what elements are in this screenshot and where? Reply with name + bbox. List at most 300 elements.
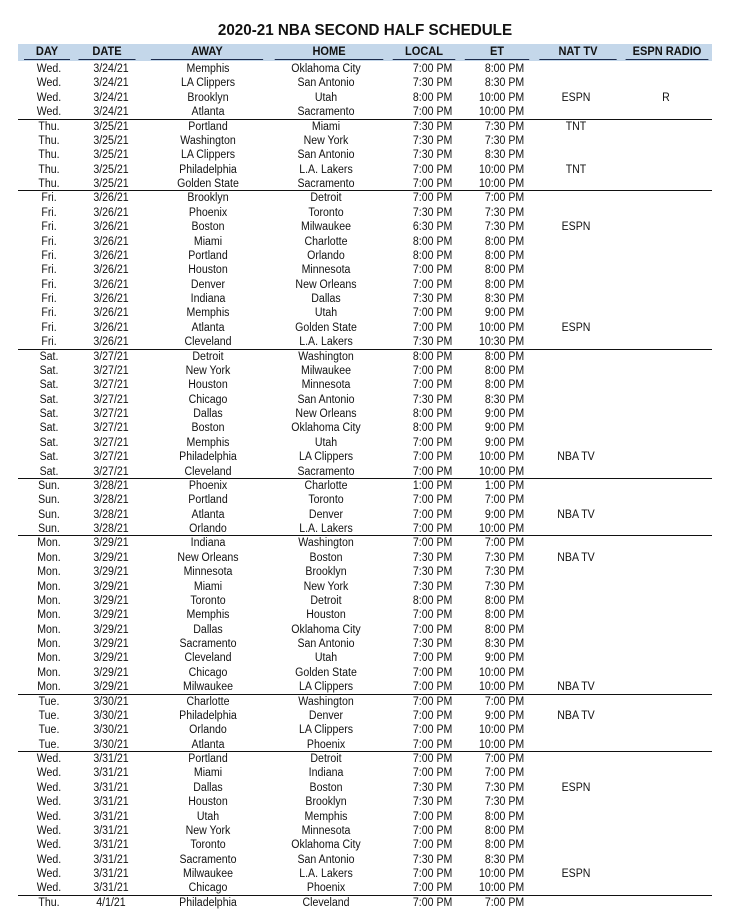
et-time-cell: 1:00 PM [484, 479, 525, 492]
day-cell: Mon. [37, 652, 61, 665]
table-row [18, 407, 712, 421]
home-team-cell: L.A. Lakers [299, 523, 353, 535]
day-cell: Thu. [38, 120, 60, 133]
date-cell: 3/31/21 [93, 824, 129, 837]
et-time-cell: 8:00 PM [484, 379, 525, 392]
away-team-cell: Phoenix [188, 206, 228, 219]
et-time-cell: 8:30 PM [484, 853, 525, 866]
local-time-cell: 7:00 PM [412, 465, 453, 478]
away-team-cell: Sacramento [179, 638, 237, 650]
et-time-cell: 10:00 PM [478, 321, 525, 334]
day-cell: Wed. [36, 882, 62, 895]
day-cell: Wed. [36, 810, 62, 823]
date-cell: 3/25/21 [93, 149, 129, 162]
home-team-cell: New York [303, 580, 349, 593]
home-team-cell: Milwaukee [301, 364, 351, 377]
local-time-cell: 7:00 PM [412, 451, 453, 464]
home-team-cell: Denver [308, 709, 344, 722]
table-row [18, 306, 712, 320]
et-time-cell: 7:00 PM [484, 896, 525, 909]
date-cell: 3/29/21 [93, 623, 129, 636]
table-row [18, 522, 712, 536]
away-team-cell: Miami [193, 767, 223, 780]
table-row [18, 824, 712, 838]
et-time-cell: 8:30 PM [484, 393, 525, 406]
table-row [18, 278, 712, 292]
local-time-cell: 7:00 PM [412, 868, 453, 880]
table-row [18, 235, 712, 249]
et-time-cell: 10:00 PM [478, 451, 525, 464]
away-team-cell: Atlanta [191, 321, 225, 334]
date-cell: 3/29/21 [93, 537, 129, 550]
local-time-cell: 7:00 PM [412, 264, 453, 277]
date-cell: 3/28/21 [93, 479, 129, 492]
et-time-cell: 10:00 PM [478, 91, 525, 104]
nat-tv-cell: ESPN [561, 221, 591, 234]
local-time-cell: 7:00 PM [412, 839, 453, 852]
day-cell: Sun. [38, 479, 60, 492]
et-time-cell: 7:00 PM [484, 494, 525, 507]
table-row [18, 738, 712, 752]
home-team-cell: Utah [314, 307, 338, 320]
et-time-cell: 8:00 PM [484, 824, 525, 837]
nat-tv-cell: NBA TV [557, 551, 595, 564]
nat-tv-cell: NBA TV [557, 508, 595, 521]
local-time-cell: 8:00 PM [412, 594, 453, 607]
local-time-cell: 7:00 PM [412, 508, 453, 521]
home-team-cell: New Orleans [295, 278, 357, 291]
et-time-cell: 10:00 PM [478, 178, 525, 190]
et-time-cell: 10:00 PM [478, 724, 525, 737]
date-cell: 3/27/21 [93, 350, 129, 363]
home-team-cell: L.A. Lakers [299, 163, 353, 176]
local-time-cell: 8:00 PM [412, 408, 453, 420]
away-team-cell: Chicago [188, 882, 228, 895]
local-time-cell: 7:00 PM [412, 163, 453, 176]
local-time-cell: 7:30 PM [412, 293, 453, 305]
home-team-cell: Boston [309, 781, 343, 794]
et-time-cell: 7:30 PM [484, 134, 525, 147]
table-row [18, 565, 712, 579]
day-cell: Wed. [36, 824, 62, 837]
et-time-cell: 7:30 PM [484, 120, 525, 133]
table-row [18, 781, 712, 795]
home-team-cell: Charlotte [304, 235, 348, 248]
home-team-cell: Utah [314, 91, 338, 104]
home-team-cell: San Antonio [297, 853, 355, 866]
away-team-cell: Boston [191, 221, 225, 234]
away-team-cell: Toronto [190, 839, 226, 852]
date-cell: 3/28/21 [93, 508, 129, 521]
table-row [18, 350, 712, 364]
table-row [18, 867, 712, 881]
away-team-cell: Cleveland [184, 465, 232, 478]
header-day: DAY [24, 44, 70, 60]
away-team-cell: Orlando [189, 523, 227, 535]
day-cell: Wed. [36, 868, 62, 880]
et-time-cell: 8:00 PM [484, 364, 525, 377]
date-cell: 3/26/21 [93, 336, 129, 349]
away-team-cell: Cleveland [184, 336, 232, 349]
home-team-cell: Indiana [308, 767, 344, 780]
table-row [18, 321, 712, 335]
day-cell: Wed. [36, 106, 62, 119]
et-time-cell: 7:00 PM [484, 537, 525, 550]
date-cell: 3/31/21 [93, 853, 129, 866]
local-time-cell: 7:00 PM [412, 494, 453, 507]
away-team-cell: Miami [193, 235, 223, 248]
date-cell: 3/25/21 [93, 120, 129, 133]
day-cell: Thu. [38, 134, 60, 147]
table-row [18, 666, 712, 680]
away-team-cell: Philadelphia [179, 896, 237, 909]
table-row [18, 220, 712, 234]
day-cell: Mon. [37, 594, 61, 607]
date-cell: 3/30/21 [93, 695, 129, 708]
table-row [18, 881, 712, 895]
home-team-cell: Houston [306, 609, 346, 622]
date-cell: 3/26/21 [93, 221, 129, 234]
date-cell: 3/29/21 [93, 652, 129, 665]
local-time-cell: 7:00 PM [412, 623, 453, 636]
local-time-cell: 7:00 PM [412, 278, 453, 291]
local-time-cell: 7:00 PM [412, 824, 453, 837]
et-time-cell: 9:00 PM [484, 422, 525, 435]
away-team-cell: Milwaukee [183, 868, 233, 880]
home-team-cell: Denver [308, 508, 344, 521]
date-cell: 3/24/21 [93, 91, 129, 104]
et-time-cell: 8:00 PM [484, 594, 525, 607]
table-row [18, 177, 712, 191]
nat-tv-cell: TNT [565, 163, 587, 176]
away-team-cell: Atlanta [191, 106, 225, 119]
away-team-cell: Golden State [177, 178, 239, 190]
date-cell: 3/29/21 [93, 580, 129, 593]
local-time-cell: 7:00 PM [412, 896, 453, 909]
date-cell: 3/26/21 [93, 192, 129, 205]
date-cell: 4/1/21 [96, 896, 126, 909]
date-cell: 3/31/21 [93, 882, 129, 895]
date-cell: 3/25/21 [93, 163, 129, 176]
day-cell: Sat. [39, 379, 59, 392]
et-time-cell: 8:00 PM [484, 63, 525, 75]
table-row [18, 723, 712, 737]
nat-tv-cell: NBA TV [557, 681, 595, 694]
local-time-cell: 8:00 PM [412, 235, 453, 248]
date-cell: 3/26/21 [93, 293, 129, 305]
local-time-cell: 7:30 PM [412, 853, 453, 866]
away-team-cell: Chicago [188, 666, 228, 679]
home-team-cell: Minnesota [301, 824, 351, 837]
day-cell: Sat. [39, 350, 59, 363]
day-cell: Tue. [38, 738, 60, 751]
day-cell: Wed. [36, 853, 62, 866]
home-team-cell: Sacramento [297, 465, 355, 478]
local-time-cell: 7:00 PM [412, 321, 453, 334]
et-time-cell: 10:00 PM [478, 523, 525, 535]
away-team-cell: Dallas [193, 408, 223, 420]
away-team-cell: Portland [188, 249, 228, 262]
away-team-cell: Chicago [188, 393, 228, 406]
local-time-cell: 7:00 PM [412, 63, 453, 75]
et-time-cell: 7:30 PM [484, 781, 525, 794]
date-cell: 3/27/21 [93, 451, 129, 464]
table-row [18, 378, 712, 392]
et-time-cell: 7:00 PM [484, 767, 525, 780]
local-time-cell: 8:00 PM [412, 422, 453, 435]
table-row [18, 191, 712, 205]
et-time-cell: 8:00 PM [484, 264, 525, 277]
day-cell: Mon. [37, 609, 61, 622]
day-cell: Fri. [41, 249, 57, 262]
away-team-cell: Sacramento [179, 853, 237, 866]
day-cell: Mon. [37, 566, 61, 579]
home-team-cell: Brooklyn [305, 566, 347, 579]
et-time-cell: 7:30 PM [484, 551, 525, 564]
date-cell: 3/27/21 [93, 465, 129, 478]
et-time-cell: 10:00 PM [478, 163, 525, 176]
table-row [18, 623, 712, 637]
away-team-cell: Brooklyn [187, 91, 229, 104]
et-time-cell: 10:00 PM [478, 666, 525, 679]
local-time-cell: 7:00 PM [412, 106, 453, 119]
day-cell: Sat. [39, 451, 59, 464]
local-time-cell: 7:00 PM [412, 882, 453, 895]
et-time-cell: 10:00 PM [478, 738, 525, 751]
local-time-cell: 7:30 PM [412, 336, 453, 349]
date-cell: 3/30/21 [93, 724, 129, 737]
day-cell: Sun. [38, 523, 60, 535]
local-time-cell: 7:00 PM [412, 379, 453, 392]
local-time-cell: 7:30 PM [412, 551, 453, 564]
home-team-cell: Minnesota [301, 379, 351, 392]
day-cell: Thu. [38, 178, 60, 190]
table-row [18, 508, 712, 522]
header-espn-radio: ESPN RADIO [626, 44, 709, 60]
et-time-cell: 8:00 PM [484, 623, 525, 636]
date-cell: 3/31/21 [93, 810, 129, 823]
date-cell: 3/26/21 [93, 206, 129, 219]
table-row [18, 436, 712, 450]
table-row [18, 76, 712, 90]
table-header [18, 44, 712, 61]
et-time-cell: 8:00 PM [484, 839, 525, 852]
away-team-cell: Brooklyn [187, 192, 229, 205]
table-row [18, 810, 712, 824]
day-cell: Sat. [39, 364, 59, 377]
table-row [18, 62, 712, 76]
table-row [18, 479, 712, 493]
home-team-cell: San Antonio [297, 638, 355, 650]
day-cell: Sun. [38, 508, 60, 521]
day-cell: Fri. [41, 206, 57, 219]
nat-tv-cell: TNT [565, 120, 587, 133]
table-row [18, 637, 712, 651]
header-date: DATE [78, 44, 135, 60]
home-team-cell: New York [303, 134, 349, 147]
table-row [18, 465, 712, 479]
date-cell: 3/26/21 [93, 264, 129, 277]
local-time-cell: 7:30 PM [412, 566, 453, 579]
local-time-cell: 7:30 PM [412, 134, 453, 147]
local-time-cell: 7:30 PM [412, 796, 453, 809]
table-row [18, 335, 712, 349]
date-cell: 3/31/21 [93, 868, 129, 880]
espn-radio-cell: R [662, 91, 670, 104]
date-cell: 3/26/21 [93, 278, 129, 291]
away-team-cell: Memphis [186, 63, 230, 75]
home-team-cell: Orlando [307, 249, 345, 262]
table-row [18, 206, 712, 220]
header-home: HOME [275, 44, 384, 60]
away-team-cell: Orlando [189, 724, 227, 737]
date-cell: 3/28/21 [93, 494, 129, 507]
table-row [18, 263, 712, 277]
day-cell: Fri. [41, 307, 57, 320]
date-cell: 3/24/21 [93, 63, 129, 75]
home-team-cell: Memphis [304, 810, 348, 823]
date-cell: 3/29/21 [93, 594, 129, 607]
nat-tv-cell: ESPN [561, 91, 591, 104]
day-cell: Thu. [38, 149, 60, 162]
local-time-cell: 7:00 PM [412, 753, 453, 765]
date-cell: 3/28/21 [93, 523, 129, 535]
et-time-cell: 9:00 PM [484, 709, 525, 722]
table-row [18, 148, 712, 162]
table-row [18, 608, 712, 622]
date-cell: 3/26/21 [93, 235, 129, 248]
home-team-cell: Sacramento [297, 106, 355, 119]
local-time-cell: 7:00 PM [412, 436, 453, 449]
date-cell: 3/29/21 [93, 638, 129, 650]
et-time-cell: 8:30 PM [484, 77, 525, 90]
table-row [18, 580, 712, 594]
away-team-cell: Miami [193, 580, 223, 593]
table-row [18, 91, 712, 105]
away-team-cell: Philadelphia [179, 163, 237, 176]
away-team-cell: Toronto [190, 594, 226, 607]
date-cell: 3/25/21 [93, 134, 129, 147]
table-row [18, 493, 712, 507]
et-time-cell: 7:00 PM [484, 192, 525, 205]
date-cell: 3/29/21 [93, 666, 129, 679]
local-time-cell: 7:00 PM [412, 724, 453, 737]
away-team-cell: Memphis [186, 307, 230, 320]
home-team-cell: Brooklyn [305, 796, 347, 809]
away-team-cell: Charlotte [186, 695, 230, 708]
et-time-cell: 10:00 PM [478, 465, 525, 478]
away-team-cell: Indiana [190, 293, 226, 305]
day-cell: Sat. [39, 393, 59, 406]
away-team-cell: Portland [188, 120, 228, 133]
table-row [18, 594, 712, 608]
day-cell: Wed. [36, 63, 62, 75]
table-row [18, 680, 712, 694]
day-cell: Mon. [37, 666, 61, 679]
home-team-cell: Oklahoma City [291, 839, 361, 852]
local-time-cell: 7:30 PM [412, 149, 453, 162]
et-time-cell: 7:30 PM [484, 206, 525, 219]
local-time-cell: 8:00 PM [412, 249, 453, 262]
home-team-cell: San Antonio [297, 393, 355, 406]
date-cell: 3/27/21 [93, 379, 129, 392]
day-cell: Tue. [38, 709, 60, 722]
date-cell: 3/27/21 [93, 393, 129, 406]
local-time-cell: 7:00 PM [412, 709, 453, 722]
away-team-cell: Boston [191, 422, 225, 435]
home-team-cell: L.A. Lakers [299, 868, 353, 880]
away-team-cell: Atlanta [191, 738, 225, 751]
et-time-cell: 9:00 PM [484, 436, 525, 449]
home-team-cell: New Orleans [295, 408, 357, 420]
table-row [18, 896, 712, 910]
day-cell: Fri. [41, 321, 57, 334]
et-time-cell: 10:30 PM [478, 336, 525, 349]
away-team-cell: Milwaukee [183, 681, 233, 694]
home-team-cell: Boston [309, 551, 343, 564]
nat-tv-cell: ESPN [561, 868, 591, 880]
et-time-cell: 8:30 PM [484, 293, 525, 305]
day-cell: Mon. [37, 623, 61, 636]
table-row [18, 364, 712, 378]
day-cell: Sat. [39, 408, 59, 420]
home-team-cell: LA Clippers [298, 451, 354, 464]
home-team-cell: Utah [314, 652, 338, 665]
away-team-cell: Portland [188, 494, 228, 507]
date-cell: 3/25/21 [93, 178, 129, 190]
date-cell: 3/29/21 [93, 609, 129, 622]
away-team-cell: Phoenix [188, 479, 228, 492]
day-cell: Fri. [41, 221, 57, 234]
et-time-cell: 8:00 PM [484, 249, 525, 262]
date-cell: 3/31/21 [93, 781, 129, 794]
et-time-cell: 8:00 PM [484, 609, 525, 622]
local-time-cell: 7:00 PM [412, 666, 453, 679]
table-row [18, 651, 712, 665]
et-time-cell: 8:00 PM [484, 350, 525, 363]
et-time-cell: 7:00 PM [484, 695, 525, 708]
day-cell: Tue. [38, 695, 60, 708]
home-team-cell: Cleveland [302, 896, 350, 909]
date-cell: 3/27/21 [93, 436, 129, 449]
local-time-cell: 7:00 PM [412, 192, 453, 205]
nat-tv-cell: NBA TV [557, 451, 595, 464]
day-cell: Fri. [41, 293, 57, 305]
local-time-cell: 7:00 PM [412, 523, 453, 535]
date-cell: 3/31/21 [93, 767, 129, 780]
date-cell: 3/29/21 [93, 551, 129, 564]
day-cell: Fri. [41, 264, 57, 277]
date-cell: 3/27/21 [93, 364, 129, 377]
et-time-cell: 8:00 PM [484, 810, 525, 823]
local-time-cell: 7:00 PM [412, 810, 453, 823]
date-cell: 3/31/21 [93, 796, 129, 809]
et-time-cell: 10:00 PM [478, 106, 525, 119]
home-team-cell: Toronto [308, 494, 344, 507]
local-time-cell: 1:00 PM [412, 479, 453, 492]
home-team-cell: Golden State [295, 666, 357, 679]
date-cell: 3/24/21 [93, 106, 129, 119]
local-time-cell: 8:00 PM [412, 91, 453, 104]
table-row [18, 551, 712, 565]
header-away: AWAY [151, 44, 263, 60]
table-row [18, 105, 712, 119]
home-team-cell: Milwaukee [301, 221, 351, 234]
away-team-cell: Atlanta [191, 508, 225, 521]
et-time-cell: 9:00 PM [484, 307, 525, 320]
local-time-cell: 7:00 PM [412, 537, 453, 550]
away-team-cell: Dallas [193, 623, 223, 636]
